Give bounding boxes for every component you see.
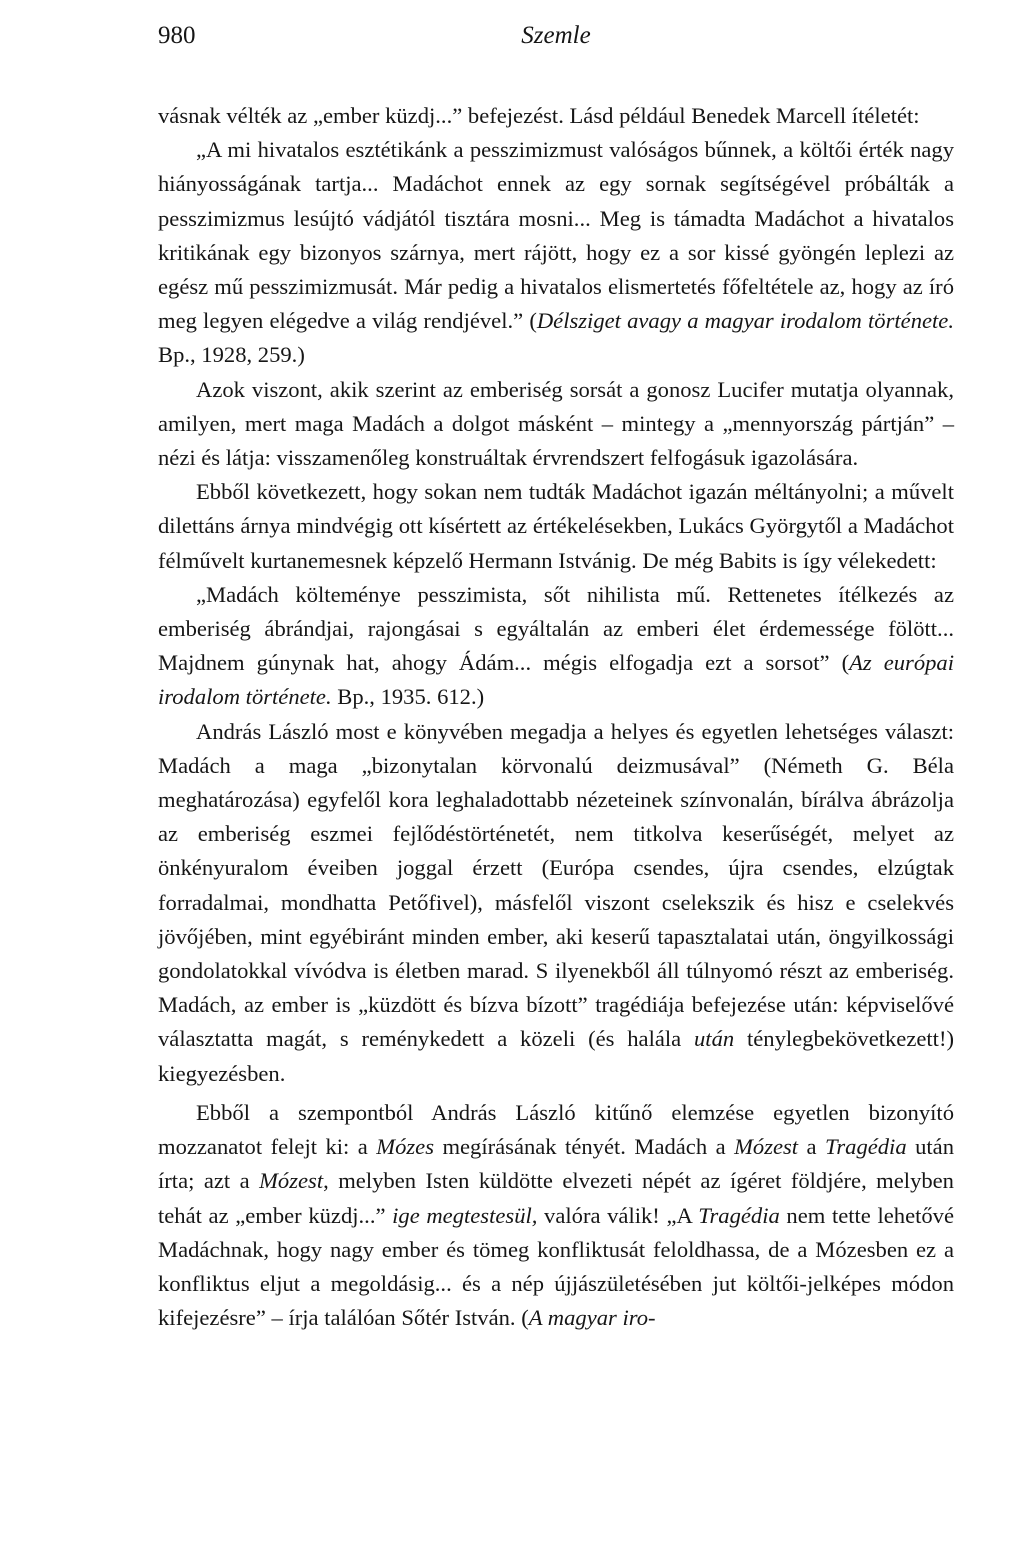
block-quote-benedek (158, 133, 954, 372)
text-run: valóra válik! „A (537, 1202, 699, 1228)
running-head: Szemle (521, 22, 591, 49)
text-run: ténylegbekövetkezett!) kiegyezésben. (158, 1026, 954, 1086)
text-run: nem tette lehetővé Madáchnak, hogy nagy ember és tömeg konfliktusát feloldhassa, de a Mózesben ez a konfliktus eljut a megoldásig... és a nép újjászületésében jut költői-jelképes módon kifejezésre” – írja találóan Sőtér István. ( (158, 1202, 954, 1331)
page-number: 980 (158, 22, 196, 49)
italic-text: után (694, 1026, 735, 1052)
italic-text: ige megtestesül, (392, 1202, 538, 1228)
text-run: „Madách költeménye pesszimista, sőt nihilista mű. Rettenetes ítélkezés az emberiség ábrándjai, rajongásai s egyáltalán az emberi élet érdemessége fölött... Majdnem gúnynak hat, ahogy Ádám... mégis elfogadja ezt a sorsot” ( (158, 581, 954, 676)
italic-text: Mózes (376, 1134, 434, 1160)
italic-text: Tragédia (825, 1134, 907, 1160)
text-run: vásnak vélték az „ember küzdj...” befejezést. Lásd például Benedek Marcell ítéletét: (158, 103, 920, 128)
text-run: András László most e könyvében megadja a helyes és egyetlen lehetséges választ: Madách a maga „bizonytalan körvonalú deizmusával” (Németh G. Béla meghatározása) egyfelől kora leghaladottabb nézeteinek színvonalán, bírálva ábrázolja az emberiség eszmei fejlődéstörténetét, nem titkolva keserűségét, melyet az önkényuralom éveiben joggal érzett (Európa csendes, újra csendes, elzúgtak forradalmai, mondhatta Petőfivel), másfelől viszont cselekszik és hisz e cselekvés jövőjében, mint egyébiránt minden ember, aki keserű tapasztalatai után, öngyilkossági gondolatokkal vívódva is életben marad. S ilyenekből áll túlnyomó részt az emberiség. Madách, az ember is „küzdött és bízva bízott” tragédiája befejezése után: képviselővé választatta magát, s reménykedett a közeli (és halála (158, 718, 954, 1052)
text-run: Bp., 1935. 612.) (331, 684, 485, 710)
text-run: „A mi hivatalos esztétikánk a pesszimizmust valóságos bűnnek, a költői érték nagy hiányosságának tartja... Madáchot ennek az egy sornak segítségével próbálták a pesszimizmus lesújtó vádjától tisztára mosni... Meg is támadta Madáchot a hivatalos kritikának egy bizonyos szárnya, mert rájött, hogy ez a sor kissé gyöngén leplezi az egész mű pesszimizmusát. Már pedig a hivatalos elismertetés főfeltétele az, hogy az író meg legyen elégedve a világ rendjével.” ( (158, 137, 954, 334)
text-run: után írta; azt a (158, 1134, 954, 1194)
italic-text: A magyar iro- (528, 1305, 656, 1331)
paragraph (158, 373, 954, 476)
text-run: Ebből következett, hogy sokan nem tudták Madáchot igazán méltányolni; a művelt dilettáns árnya mindvégig ott kísértett az értékelésekben, Lukács Györgytől a Madáchot félművelt kurtanemesnek képzelő Hermann Istvánig. De még Babits is így vélekedett: (158, 479, 954, 573)
italic-text: Tragédia (698, 1202, 780, 1228)
page-header (158, 22, 954, 62)
text-run: Ebből a szempontból András László kitűnő elemzése egyetlen bizonyító mozzanatot felejt ki: a (158, 1099, 954, 1160)
text-run: Bp., 1928, 259.) (158, 342, 305, 368)
italic-text: Délsziget avagy a magyar irodalom története. (536, 308, 954, 334)
paragraph-continuation (158, 99, 954, 133)
italic-text: Mózest (259, 1168, 324, 1194)
italic-text: Az európai irodalom története. (158, 650, 954, 710)
italic-text: Mózest (734, 1134, 799, 1160)
paragraph (158, 475, 954, 578)
text-run: Azok viszont, akik szerint az emberiség sorsát a gonosz Lucifer mutatja olyannak, amilyen, mert maga Madách a dolgot másként – mintegy a „mennyország pártján” – nézi és látja: visszamenőleg konstruáltak érvrendszert felfogásuk igazolására. (158, 376, 954, 471)
body-text (158, 99, 954, 1335)
text-run: , melyben Isten küldötte elvezeti népét az ígéret földjére, melyben tehát az „ember küzdj...” (158, 1168, 954, 1228)
block-quote-babits (158, 578, 954, 715)
paragraph (158, 1096, 954, 1335)
paragraph (158, 715, 954, 1091)
text-run: megírásának tényét. Madách a (433, 1134, 735, 1160)
text-run: a (798, 1134, 826, 1160)
